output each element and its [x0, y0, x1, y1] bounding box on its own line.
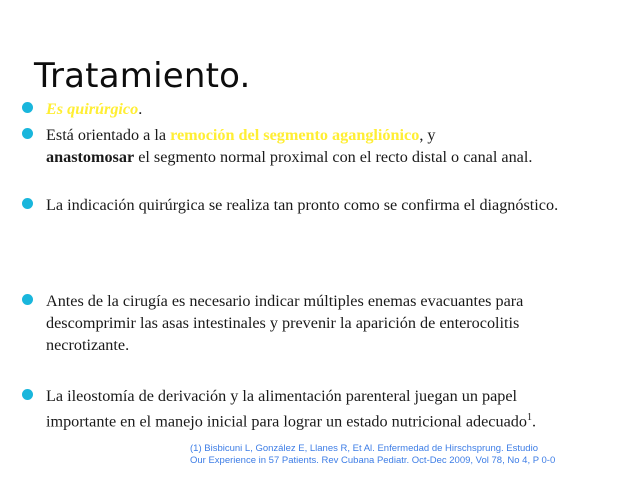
- bullet-text: [46, 385, 586, 432]
- bullet-dot-icon: [22, 198, 33, 209]
- footnote-mark: 1: [526, 412, 532, 423]
- highlight-text: Es quirúrgico: [46, 100, 139, 118]
- reference-line: Our Experience in 57 Patients. Rev Cubana Pediatr. Oct-Dec 2009, Vol 78, No 4, P 0-0: [190, 455, 556, 466]
- bullet-text: [46, 124, 586, 168]
- bullet-dot-icon: [22, 128, 33, 139]
- bullet-item: [20, 194, 620, 216]
- highlight-text: remoción del segmento agangliónico: [170, 126, 420, 144]
- bullet-dot-icon: [22, 294, 33, 305]
- text-run: Está orientado a la: [46, 126, 171, 144]
- text-run: el segmento normal proximal con el recto distal o canal anal.: [134, 148, 533, 166]
- reference-line: (1) Bisbicuni L, González E, Llanes R, Et Al. Enfermedad de Hirschsprung. Estudio: [190, 443, 538, 454]
- reference-note: [190, 443, 620, 467]
- bullet-text: La indicación quirúrgica se realiza tan pronto como se confirma el diagnóstico.: [46, 196, 559, 214]
- text-run: , y: [419, 126, 436, 144]
- bullet-text: Antes de la cirugía es necesario indicar múltiples enemas evacuantes para descomprimir las asas intestinales y prevenir la aparición de enterocolitis necrotizante.: [46, 292, 524, 354]
- bullet-punct: .: [138, 100, 143, 118]
- slide-title: Tratamiento.: [34, 56, 251, 96]
- bullet-dot-icon: [22, 389, 33, 400]
- bullet-dot-icon: [22, 102, 33, 113]
- text-run: La ileostomía de derivación y la alimentación parenteral juegan un papel importante en el manejo inicial para lograr un estado nutricional adecuado: [46, 387, 527, 431]
- bullet-text: [46, 98, 586, 120]
- bullet-item: [20, 290, 620, 356]
- text-run: .: [531, 412, 536, 431]
- bullet-item: [20, 124, 620, 168]
- bold-text: anastomosar: [46, 148, 135, 166]
- bullet-item: [20, 385, 620, 432]
- bullet-item: [20, 98, 620, 120]
